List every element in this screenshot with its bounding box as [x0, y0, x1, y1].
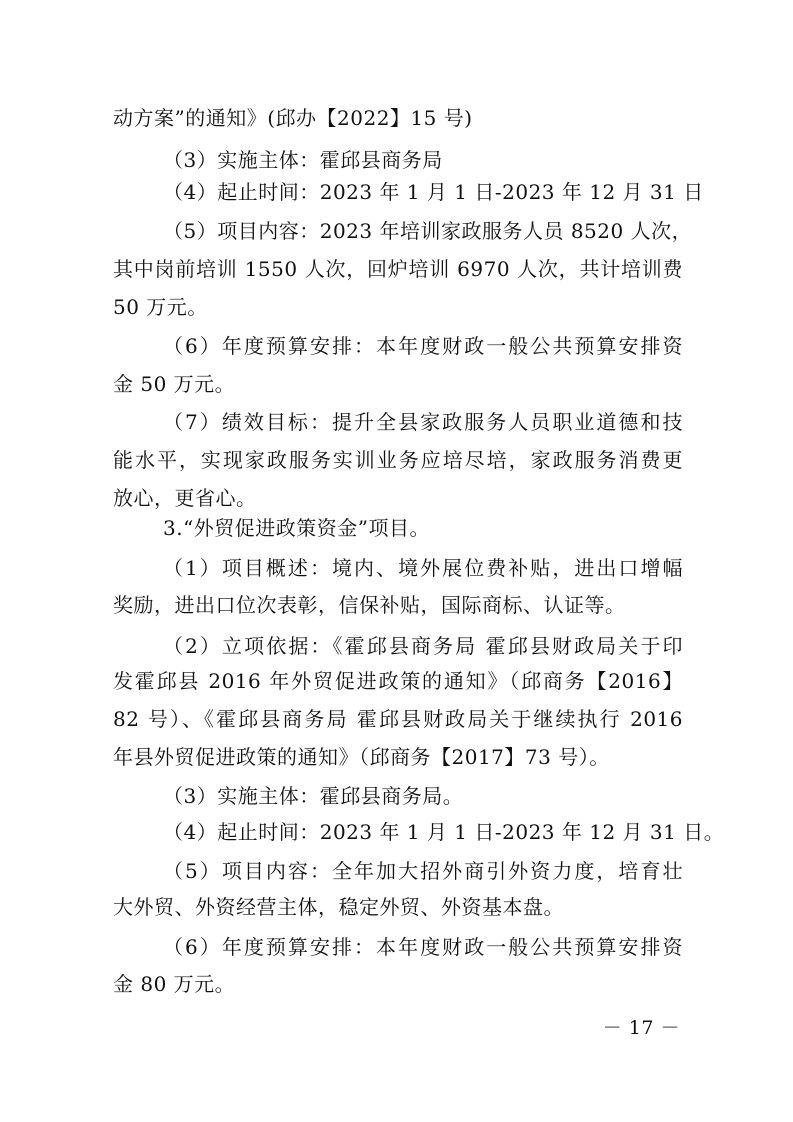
text-line: 金 50 万元。: [113, 372, 236, 396]
text-line: （4）起止时间：2023 年 1 月 1 日-2023 年 12 月 31 日。: [163, 820, 725, 844]
text-line: 金 80 万元。: [113, 972, 236, 996]
text-line: 其中岗前培训 1550 人次，回炉培训 6970 人次，共计培训费: [113, 257, 683, 281]
text-line: 大外贸、外资经营主体，稳定外贸、外资基本盘。: [113, 895, 564, 919]
text-line: 发霍邱县 2016 年外贸促进政策的通知》（邱商务【2016】: [113, 669, 683, 693]
text-line: （7）绩效目标：提升全县家政服务人员职业道德和技: [163, 410, 683, 434]
text-line: 能水平，实现家政服务实训业务应培尽培，家政服务消费更: [113, 448, 683, 472]
text-line: （3）实施主体：霍邱县商务局。: [163, 784, 464, 808]
text-line: 动方案”的通知》(邱办【2022】15 号): [113, 106, 473, 130]
text-line: 82 号）、《霍邱县商务局 霍邱县财政局关于继续执行 2016: [113, 707, 683, 731]
text-line: （1）项目概述：境内、境外展位费补贴，进出口增幅: [163, 556, 683, 580]
text-line: 奖励，进出口位次表彰，信保补贴，国际商标、认证等。: [113, 593, 626, 617]
text-line: （4）起止时间：2023 年 1 月 1 日-2023 年 12 月 31 日: [163, 180, 704, 204]
page-number: － 17 －: [602, 1017, 680, 1039]
text-line: （3）实施主体：霍邱县商务局: [163, 148, 443, 172]
text-line: （2）立项依据：《霍邱县商务局 霍邱县财政局关于印: [163, 634, 683, 658]
text-line: 年县外贸促进政策的通知》（邱商务【2017】73 号）。: [113, 745, 610, 769]
text-line: （5）项目内容：全年加大招外商引外资力度，培育壮: [163, 859, 683, 883]
section-heading: 3.“外贸促进政策资金”项目。: [163, 516, 431, 540]
text-line: （6）年度预算安排：本年度财政一般公共预算安排资: [163, 935, 683, 959]
text-line: （5）项目内容：2023 年培训家政服务人员 8520 人次，: [163, 219, 693, 243]
text-line: 50 万元。: [113, 295, 208, 319]
text-line: 放心，更省心。: [113, 486, 257, 510]
text-line: （6）年度预算安排：本年度财政一般公共预算安排资: [163, 334, 683, 358]
